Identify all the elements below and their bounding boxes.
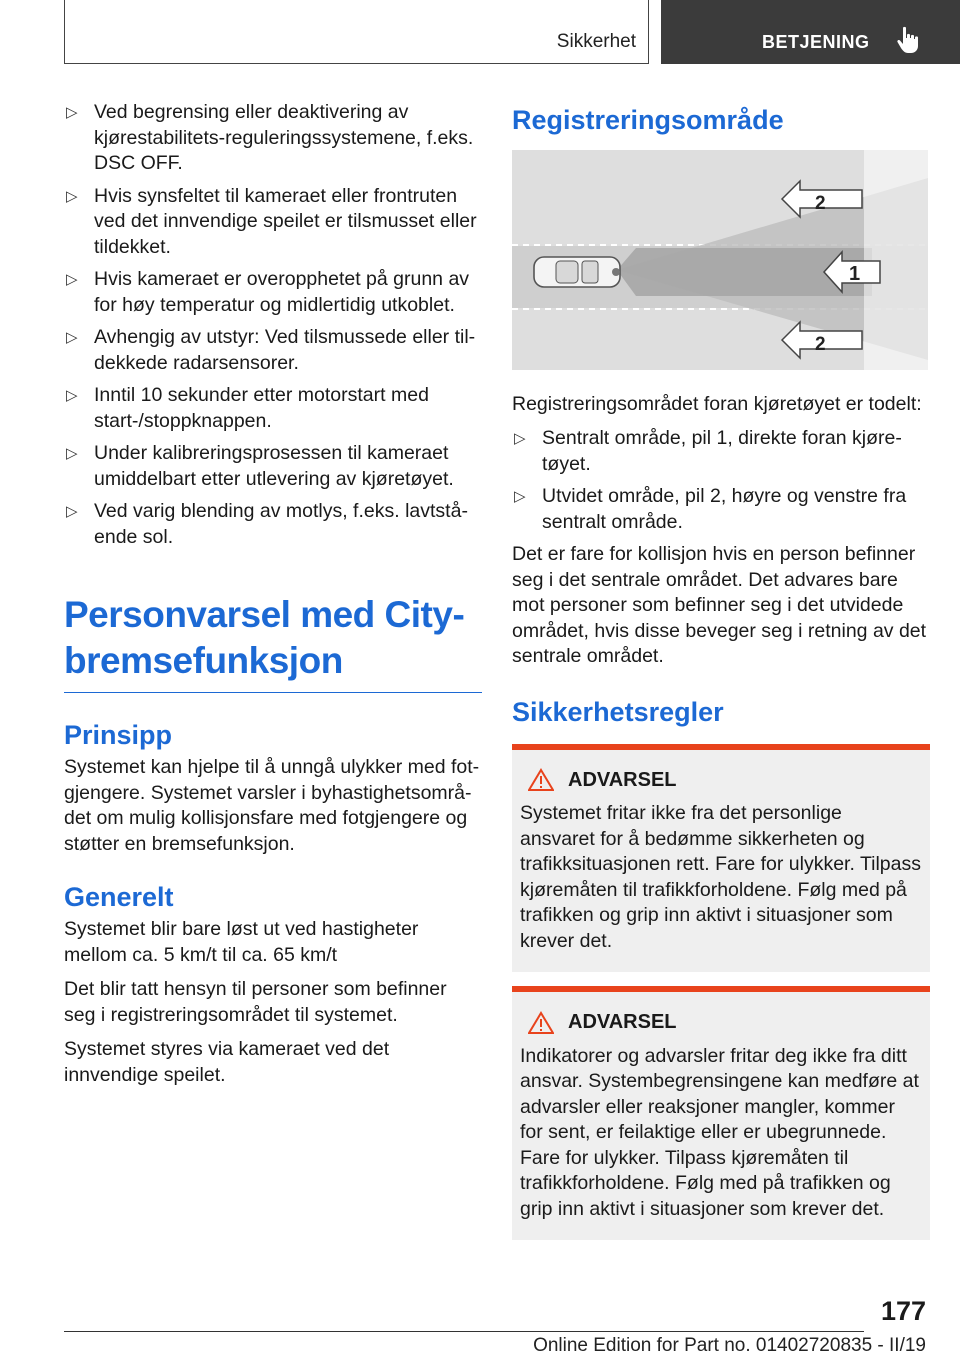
warning-header <box>520 1010 922 1036</box>
list-item: ▷ Hvis kameraet er overopphetet på grunn av for høy temperatur og midlertidig utkoblet. <box>66 268 470 316</box>
list-item: ▷ Utvidet område, pil 2, høyre og venstre fra sentralt område. <box>514 485 907 533</box>
figure-heading: Registreringsområde <box>512 105 784 135</box>
right-column <box>512 100 930 1240</box>
list-item: ▷ Ved varig blending av motlys, f.eks. lavtstående sol. <box>66 500 468 548</box>
footer-divider <box>64 1331 864 1332</box>
warning-label: ADVARSEL <box>568 1011 677 1033</box>
general-heading: Generelt <box>64 882 174 912</box>
triangle-bullet-icon: ▷ <box>66 187 78 205</box>
general-paragraph: Det blir tatt hensyn til personer som befinner seg i registreringsområdet til systemet. <box>64 978 447 1026</box>
triangle-bullet-icon: ▷ <box>66 104 78 121</box>
warning-label: ADVARSEL <box>568 768 677 791</box>
list-item: ▷ Inntil 10 sekunder etter motorstart med start-/stoppknappen. <box>66 384 429 432</box>
warning-triangle-icon <box>528 1011 554 1035</box>
triangle-bullet-icon: ▷ <box>514 488 526 505</box>
car-icon <box>534 257 620 287</box>
list-item: ▷ Avhengig av utstyr: Ved tilsmussede eller tildekkede radarsensorer. <box>66 326 476 374</box>
fade-edge <box>864 150 928 370</box>
header-chapter-title: BETJENING <box>762 32 870 52</box>
triangle-bullet-icon: ▷ <box>66 445 78 462</box>
warning-header <box>520 768 922 794</box>
header-chapter-tab <box>661 0 960 64</box>
footer-edition: Online Edition for Part no. 01402720835 - II/19 <box>533 1335 926 1356</box>
svg-text:2: 2 <box>815 334 826 355</box>
triangle-bullet-icon: ▷ <box>514 430 526 447</box>
triangle-bullet-icon: ▷ <box>66 387 78 404</box>
page-number: 177 <box>880 1296 926 1326</box>
warning-triangle-icon <box>528 768 554 792</box>
triangle-bullet-icon: ▷ <box>66 503 78 520</box>
warning-box <box>512 744 930 973</box>
list-item: ▷ Under kalibreringsprosessen til kameraet umiddelbart etter utlevering av kjøretøyet. <box>66 442 454 490</box>
warning-text: Systemet fritar ikke fra det personlige ansvaret for å bedømme sikkerheten og trafikksituasjonen rett. Fare for ulykker. Tilpass kjøremåten til trafikkforholdene. Følg med på trafikken og grip inn aktivt i situasjoner som krever det. <box>520 802 921 952</box>
svg-text:1: 1 <box>849 263 861 285</box>
principle-heading: Prinsipp <box>64 720 173 750</box>
safety-heading: Sikkerhetsregler <box>512 696 724 727</box>
warning-box <box>512 986 930 1240</box>
left-column <box>64 100 482 1097</box>
principle-text: Systemet kan hjelpe til å unngå ulykker med fotgjengere. Systemet varsler i byhastighetsområdet om mulig kollisjonsfare med fotgjengere og støtter en bremsefunksjon. <box>64 756 480 855</box>
limitations-list <box>64 100 482 550</box>
section-heading: Personvarsel med Citybremsefunksjon <box>64 592 482 693</box>
hand-pointer-icon <box>896 26 922 54</box>
zone-list <box>512 426 930 535</box>
warning-text: Indikatorer og advarsler fritar deg ikke fra ditt ansvar. Systembegrensingene kan medføre at advarsler eller reaksjoner mangler, kommer for sent, er feilaktige eller er ubegrunnede. Fare for ulykker. Tilpass kjøremåten til trafikkforholdene. Følg med på trafikken og grip inn aktivt i situasjoner som krever det. <box>520 1044 919 1220</box>
detection-zone-diagram <box>512 150 928 370</box>
general-paragraph: Systemet styres via kameraet ved det innvendige speilet. <box>64 1038 390 1086</box>
general-paragraph: Systemet blir bare løst ut ved hastigheter mellom ca. 5 km/t til ca. 65 km/t <box>64 918 419 966</box>
list-item: ▷ Sentralt område, pil 1, direkte foran kjøretøyet. <box>514 427 902 475</box>
header-section-title: Sikkerhet <box>556 31 636 52</box>
danger-paragraph: Det er fare for kollisjon hvis en person befinner seg i det sentrale området. Det advares bare mot personer som befinner seg i det utvidede området, hvis disse beveger seg i retning av det sentrale området. <box>512 543 927 667</box>
header-section-tab <box>64 0 649 64</box>
triangle-bullet-icon: ▷ <box>66 271 78 288</box>
list-item: ▷ Ved begrensing eller deaktivering av kjørestabilitets-reguleringssystemene, f.eks. DSC OFF. <box>66 101 474 174</box>
list-item: ▷ Hvis synsfeltet til kameraet eller frontruten ved det innvendige speilet er tilsmusset eller tildekket. <box>66 184 477 258</box>
zone-intro: Registreringsområdet foran kjøretøyet er todelt: <box>512 392 922 415</box>
triangle-bullet-icon: ▷ <box>66 329 78 346</box>
svg-text:2: 2 <box>815 193 826 214</box>
